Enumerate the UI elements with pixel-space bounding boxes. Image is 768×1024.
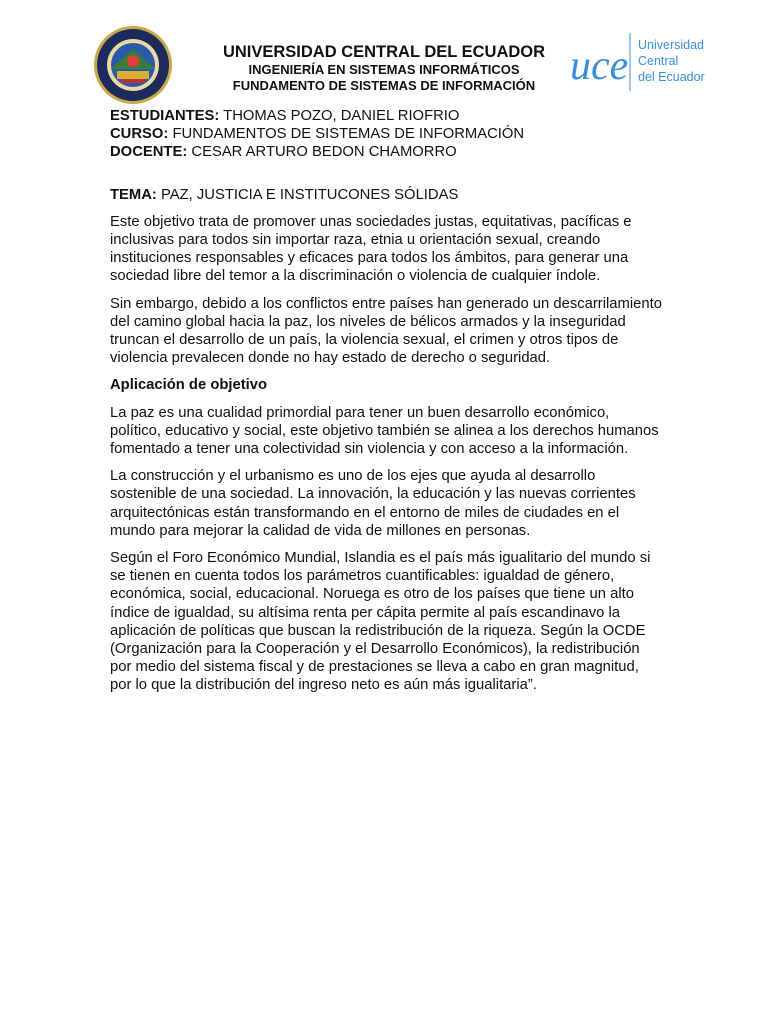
students-value: THOMAS POZO, DANIEL RIOFRIO <box>219 108 460 124</box>
paragraph: La paz es una cualidad primordial para tener un buen desarrollo económico, político, educativo y social, este objetivo también se alinea a los derechos humanos fomentado a tener una colectividad sin violencia y con acceso a la información. <box>110 404 659 458</box>
students-line <box>110 107 662 125</box>
course-label: CURSO: <box>110 126 169 143</box>
document-header <box>200 43 568 94</box>
section-heading: Aplicación de objetivo <box>110 377 268 394</box>
faculty-name: INGENIERÍA EN SISTEMAS INFORMÁTICOS <box>248 62 520 77</box>
uce-logo-line: del Ecuador <box>638 70 705 84</box>
topic-value: PAZ, JUSTICIA E INSTITUCONES SÓLIDAS <box>156 186 459 203</box>
teacher-label: DOCENTE: <box>110 144 188 161</box>
topic-label: TEMA: <box>110 186 157 203</box>
subject-name: FUNDAMENTO DE SISTEMAS DE INFORMACIÓN <box>232 78 536 93</box>
paragraph: Sin embargo, debido a los conflictos entre países han generado un descarrilamiento del camino global hacia la paz, los niveles de bélicos armados y la inseguridad truncan el desarrollo de un país, la violencia sexual, el crimen y otros tipos de violencia prevalecen donde no hay estado de derecho o seguridad. <box>110 295 662 367</box>
teacher-line <box>110 143 662 161</box>
uce-logo-mark: uce <box>570 43 629 89</box>
course-line <box>110 125 662 143</box>
teacher-value: CESAR ARTURO BEDON CHAMORRO <box>187 144 457 161</box>
uce-logo-line: Central <box>638 54 679 68</box>
topic-line <box>110 186 662 204</box>
document-body <box>110 107 662 704</box>
paragraph: Este objetivo trata de promover unas sociedades justas, equitativas, pacíficas e inclusivas para todos sin importar raza, etnia u orientación sexual, creando instituciones responsables y eficaces para todos los ámbitos, para generar una sociedad libre del temor a la discriminación o violencia de cualquier índole. <box>110 213 632 285</box>
course-value: FUNDAMENTOS DE SISTEMAS DE INFORMACIÓN <box>168 126 525 143</box>
paragraph: Según el Foro Económico Mundial, Islandia es el país más igualitario del mundo si se tienen en cuenta todos los parámetros cuantificables: igualdad de género, económica, social, educacional. Noruega es otro de los países que tiene un alto índice de igualdad, su altísima renta per cápita permite al país escandinavo la aplicación de políticas que buscan la redistribución de la riqueza. Según la OCDE (Organización para la Cooperación y el Desarrollo Económicos), la redistribución por medio del sistema fiscal y de prestaciones se lleva a cabo en gran magnitud, por lo que la distribución del ingreso neto es aún más igualitaria”. <box>110 550 651 694</box>
university-name: UNIVERSIDAD CENTRAL DEL ECUADOR <box>222 43 546 61</box>
paragraph: La construcción y el urbanismo es uno de los ejes que ayuda al desarrollo sostenible de una sociedad. La innovación, la educación y las nuevas corrientes arquitectónicas están transformando en el entorno de miles de ciudades en el mundo para mejorar la calidad de vida de millones en personas. <box>110 468 636 539</box>
university-seal-icon <box>93 25 173 105</box>
uce-logo-text <box>638 37 705 85</box>
uce-logo <box>568 33 708 91</box>
students-label: ESTUDIANTES: <box>110 108 220 124</box>
uce-logo-line: Universidad <box>638 38 705 52</box>
